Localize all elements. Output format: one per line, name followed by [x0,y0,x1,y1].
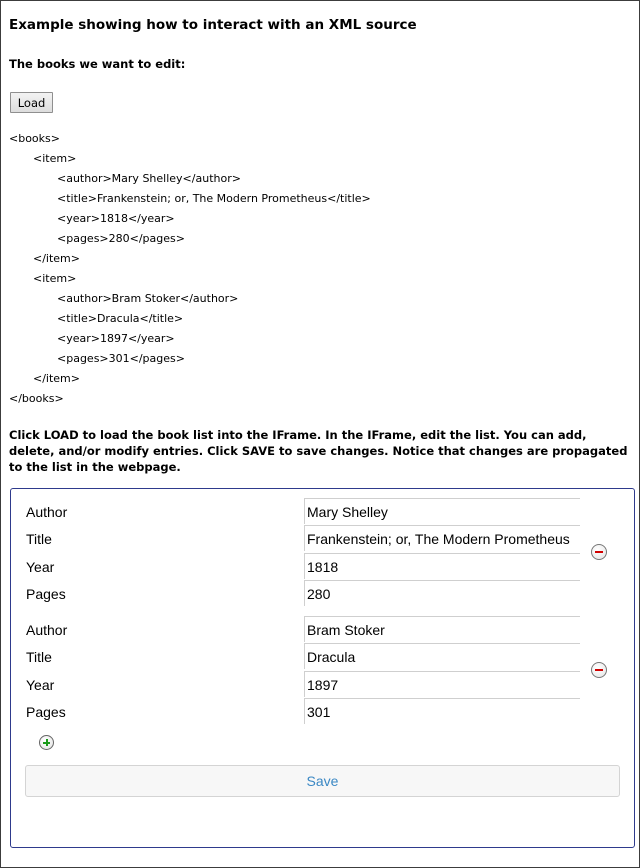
xml-line: <year>1818</year> [57,212,175,225]
pages-label: Pages [26,704,66,720]
author-input[interactable] [304,616,580,642]
title-label: Title [26,649,52,665]
remove-circle-icon[interactable] [591,662,607,678]
pages-input[interactable] [304,580,580,606]
year-label: Year [26,559,55,575]
xml-line: <title>Dracula</title> [57,312,184,325]
remove-circle-icon[interactable] [591,544,607,560]
author-label: Author [26,504,68,520]
author-input[interactable] [304,498,580,524]
xml-line: <author>Bram Stoker</author> [57,292,239,305]
page-title: Example showing how to interact with an XML source [9,17,417,33]
page-subtitle: The books we want to edit: [9,57,186,71]
instructions-text: Click LOAD to load the book list into the IFrame. In the IFrame, edit the list. You can add, delete, and/or modify entries. Click SAVE to save changes. Notice that changes are propagated to the list in the webpage. [9,428,628,474]
book-editor-iframe [10,488,635,848]
xml-line: <pages>301</pages> [57,352,185,365]
year-input[interactable] [304,671,580,697]
title-input[interactable] [304,643,580,669]
xml-listing [9,129,371,409]
xml-line: <author>Mary Shelley</author> [57,172,241,185]
xml-line: <item> [33,152,77,165]
year-input[interactable] [304,553,580,579]
xml-line: <year>1897</year> [57,332,175,345]
title-input[interactable] [304,525,580,551]
xml-line: </books> [9,392,64,405]
xml-line: <title>Frankenstein; or, The Modern Prometheus</title> [57,192,371,205]
xml-line: <item> [33,272,77,285]
author-label: Author [26,622,68,638]
xml-line: <books> [9,132,60,145]
title-label: Title [26,531,52,547]
year-label: Year [26,677,55,693]
add-circle-icon[interactable] [39,735,54,750]
pages-label: Pages [26,586,66,602]
load-button[interactable]: Load [10,92,53,113]
xml-line: </item> [33,252,80,265]
xml-line: </item> [33,372,80,385]
xml-line: <pages>280</pages> [57,232,185,245]
pages-input[interactable] [304,698,580,724]
save-button[interactable]: Save [25,765,620,797]
